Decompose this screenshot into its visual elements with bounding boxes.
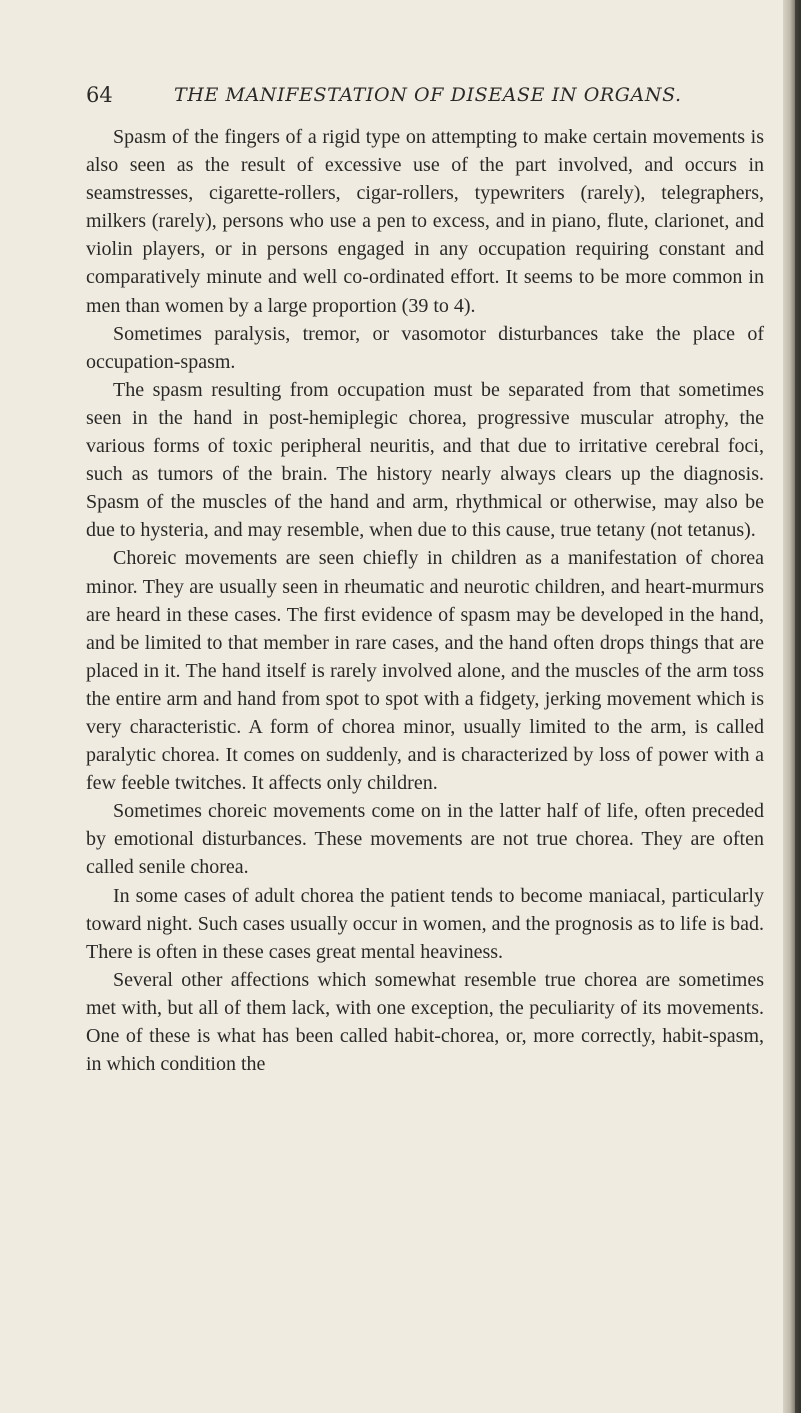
running-title: THE MANIFESTATION OF DISEASE IN ORGANS. <box>174 84 682 106</box>
paragraph: Choreic movements are seen chiefly in children as a manifestation of chorea minor. They are usually seen in rheumatic and neurotic children, and heart-murmurs are heard in these cases. The first evidence of spasm may be developed in the hand, and be limited to that member in rare cases, and the hand often drops things that are placed in it. The hand itself is rarely involved alone, and the muscles of the arm toss the entire arm and hand from spot to spot with a fidgety, jerking movement which is very characteristic. A form of chorea minor, usually limited to the arm, is called paralytic chorea. It comes on suddenly, and is characterized by loss of power with a few feeble twitches. It affects only children. <box>86 547 764 795</box>
body-text <box>86 123 764 1078</box>
paragraph: In some cases of adult chorea the patient tends to become maniacal, particularly toward night. Such cases usually occur in women, and the prognosis as to life is bad. There is often in these cases great mental heaviness. <box>86 884 764 963</box>
paragraph: Spasm of the fingers of a rigid type on attempting to make certain movements is also seen as the result of excessive use of the part involved, and occurs in seamstresses, cigarette-rollers, cigar-rollers, typewriters (rarely), telegraphers, milkers (rarely), persons who use a pen to excess, and in piano, flute, clarionet, and violin players, or in persons engaged in any occupation requiring constant and comparatively minute and well co-ordinated effort. It seems to be more common in men than women by a large proportion (39 to 4). <box>86 126 764 317</box>
paragraph: The spasm resulting from occupation must be separated from that sometimes seen in the hand in post-hemiplegic chorea, progressive muscular atrophy, the various forms of toxic peripheral neuritis, and that due to irritative cerebral foci, such as tumors of the brain. The history nearly always clears up the diagnosis. Spasm of the muscles of the hand and arm, rhythmical or otherwise, may also be due to hysteria, and may resemble, when due to this cause, true tetany (not tetanus). <box>86 378 764 542</box>
running-head <box>86 80 726 110</box>
paragraph: Sometimes choreic movements come on in the latter half of life, often preceded by emotional disturbances. These movements are not true chorea. They are often called senile chorea. <box>86 800 764 879</box>
paragraph: Several other affections which somewhat resemble true chorea are sometimes met with, but all of them lack, with one exception, the peculiarity of its movements. One of these is what has been called habit-chorea, or, more correctly, habit-spasm, in which condition the <box>86 968 764 1076</box>
page-binding-edge <box>795 0 801 1413</box>
page-number: 64 <box>86 83 113 107</box>
paragraph: Sometimes paralysis, tremor, or vasomotor disturbances take the place of occupation-spasm. <box>86 322 764 373</box>
